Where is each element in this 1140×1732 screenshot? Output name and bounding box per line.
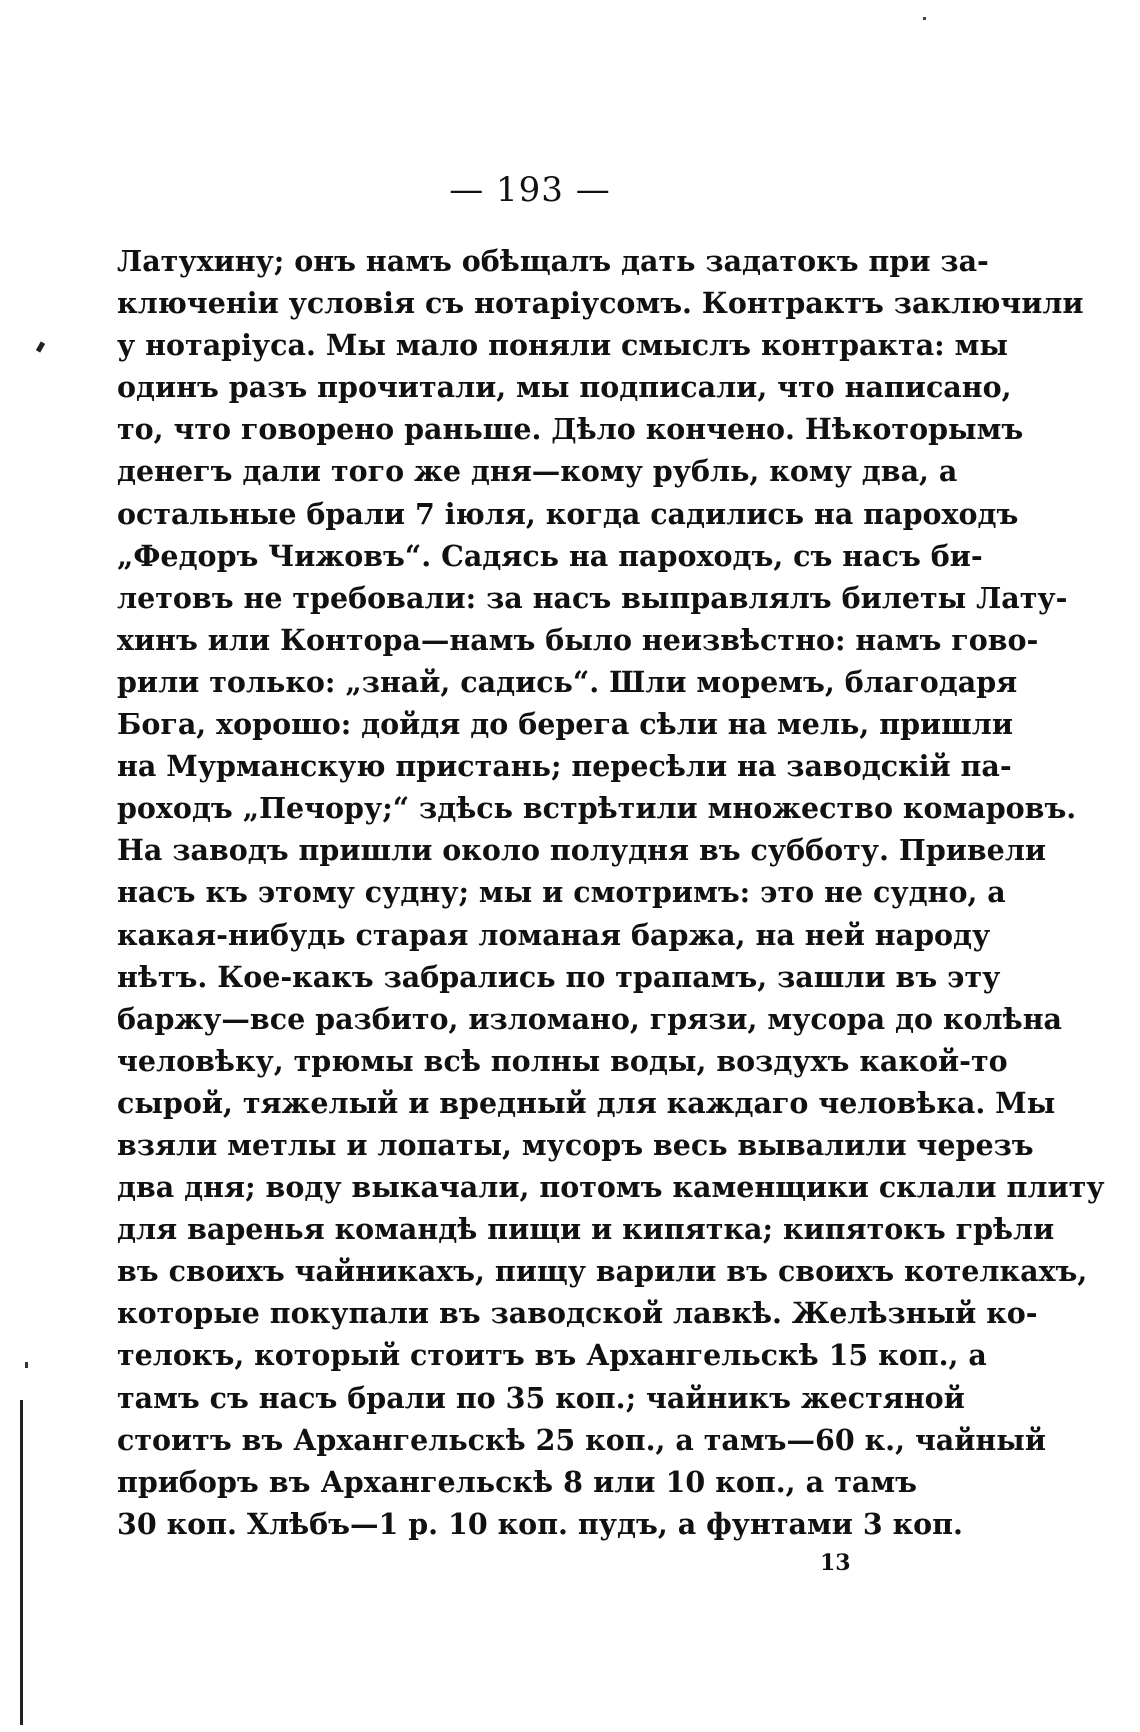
text-line: человѣку, трюмы всѣ полны воды, воздухъ какой-то [117, 1043, 1008, 1078]
text-line: остальные брали 7 іюля, когда садились на пароходъ [117, 496, 1019, 531]
text-line: Латухину; онъ намъ обѣщалъ дать задатокъ при за- [117, 244, 989, 278]
text-line: летовъ не требовали: за насъ выправлялъ билеты Лату- [117, 580, 1068, 615]
scan-speck [36, 341, 45, 352]
text-line: стоитъ въ Архангельскѣ 25 коп., а тамъ—60 к., чайный [117, 1422, 1046, 1457]
text-line: насъ къ этому судну; мы и смотримъ: это не судно, а [117, 875, 1006, 910]
text-line: въ своихъ чайникахъ, пищу варили въ своихъ котелкахъ, [117, 1254, 1088, 1289]
text-line: у нотаріуса. Мы мало поняли смыслъ контракта: мы [117, 328, 1008, 363]
text-line: которые покупали въ заводской лавкѣ. Желѣзный ко- [117, 1296, 1038, 1331]
text-line: одинъ разъ прочитали, мы подписали, что написано, [117, 370, 1012, 405]
text-line: „Федоръ Чижовъ“. Садясь на пароходъ, съ насъ би- [117, 538, 983, 573]
text-line: ключеніи условія съ нотаріусомъ. Контрактъ заключили [117, 286, 1084, 321]
scan-speck [25, 1362, 28, 1368]
scan-speck [923, 17, 926, 20]
text-line: тамъ съ насъ брали по 35 коп.; чайникъ жестяной [117, 1380, 965, 1415]
text-line: денегъ дали того же дня—кому рубль, кому два, а [117, 454, 958, 489]
text-line: какая-нибудь старая ломаная баржа, на ней народу [117, 917, 991, 952]
signature-mark: 13 [820, 1550, 851, 1576]
text-line: для варенья командѣ пищи и кипятка; кипятокъ грѣли [117, 1212, 1055, 1247]
text-line: нѣтъ. Кое-какъ забрались по трапамъ, зашли въ эту [117, 959, 1001, 994]
scan-margin-line [20, 1400, 23, 1725]
text-line: на Мурманскую пристань; пересѣли на заводскій па- [117, 749, 1012, 784]
text-line: приборъ въ Архангельскѣ 8 или 10 коп., а тамъ [117, 1464, 917, 1499]
text-line: сырой, тяжелый и вредный для каждаго человѣка. Мы [117, 1085, 1056, 1120]
text-line: роходъ „Печору;“ здѣсь встрѣтили множество комаровъ. [117, 791, 1077, 826]
text-line: взяли метлы и лопаты, мусоръ весь вывалили черезъ [117, 1127, 1034, 1162]
text-line: 30 коп. Хлѣбъ—1 р. 10 коп. пудъ, а фунтами 3 коп. [117, 1506, 963, 1541]
body-text [117, 240, 1105, 1545]
text-line: хинъ или Контора—намъ было неизвѣстно: намъ гово- [117, 622, 1039, 657]
page-number: — 193 — [449, 170, 611, 210]
text-line: то, что говорено раньше. Дѣло кончено. Нѣкоторымъ [117, 412, 1024, 447]
page-header [0, 170, 1140, 210]
text-line: два дня; воду выкачали, потомъ каменщики склали плиту [117, 1170, 1105, 1205]
text-line: рили только: „знай, садись“. Шли моремъ, благодаря [117, 664, 1018, 699]
text-line: На заводъ пришли около полудня въ субботу. Привели [117, 833, 1047, 868]
text-line: Бога, хорошо: дойдя до берега сѣли на мель, пришли [117, 707, 1014, 742]
text-line: телокъ, который стоитъ въ Архангельскѣ 15 коп., а [117, 1338, 987, 1373]
text-line: баржу—все разбито, изломано, грязи, мусора до колѣна [117, 1001, 1063, 1036]
